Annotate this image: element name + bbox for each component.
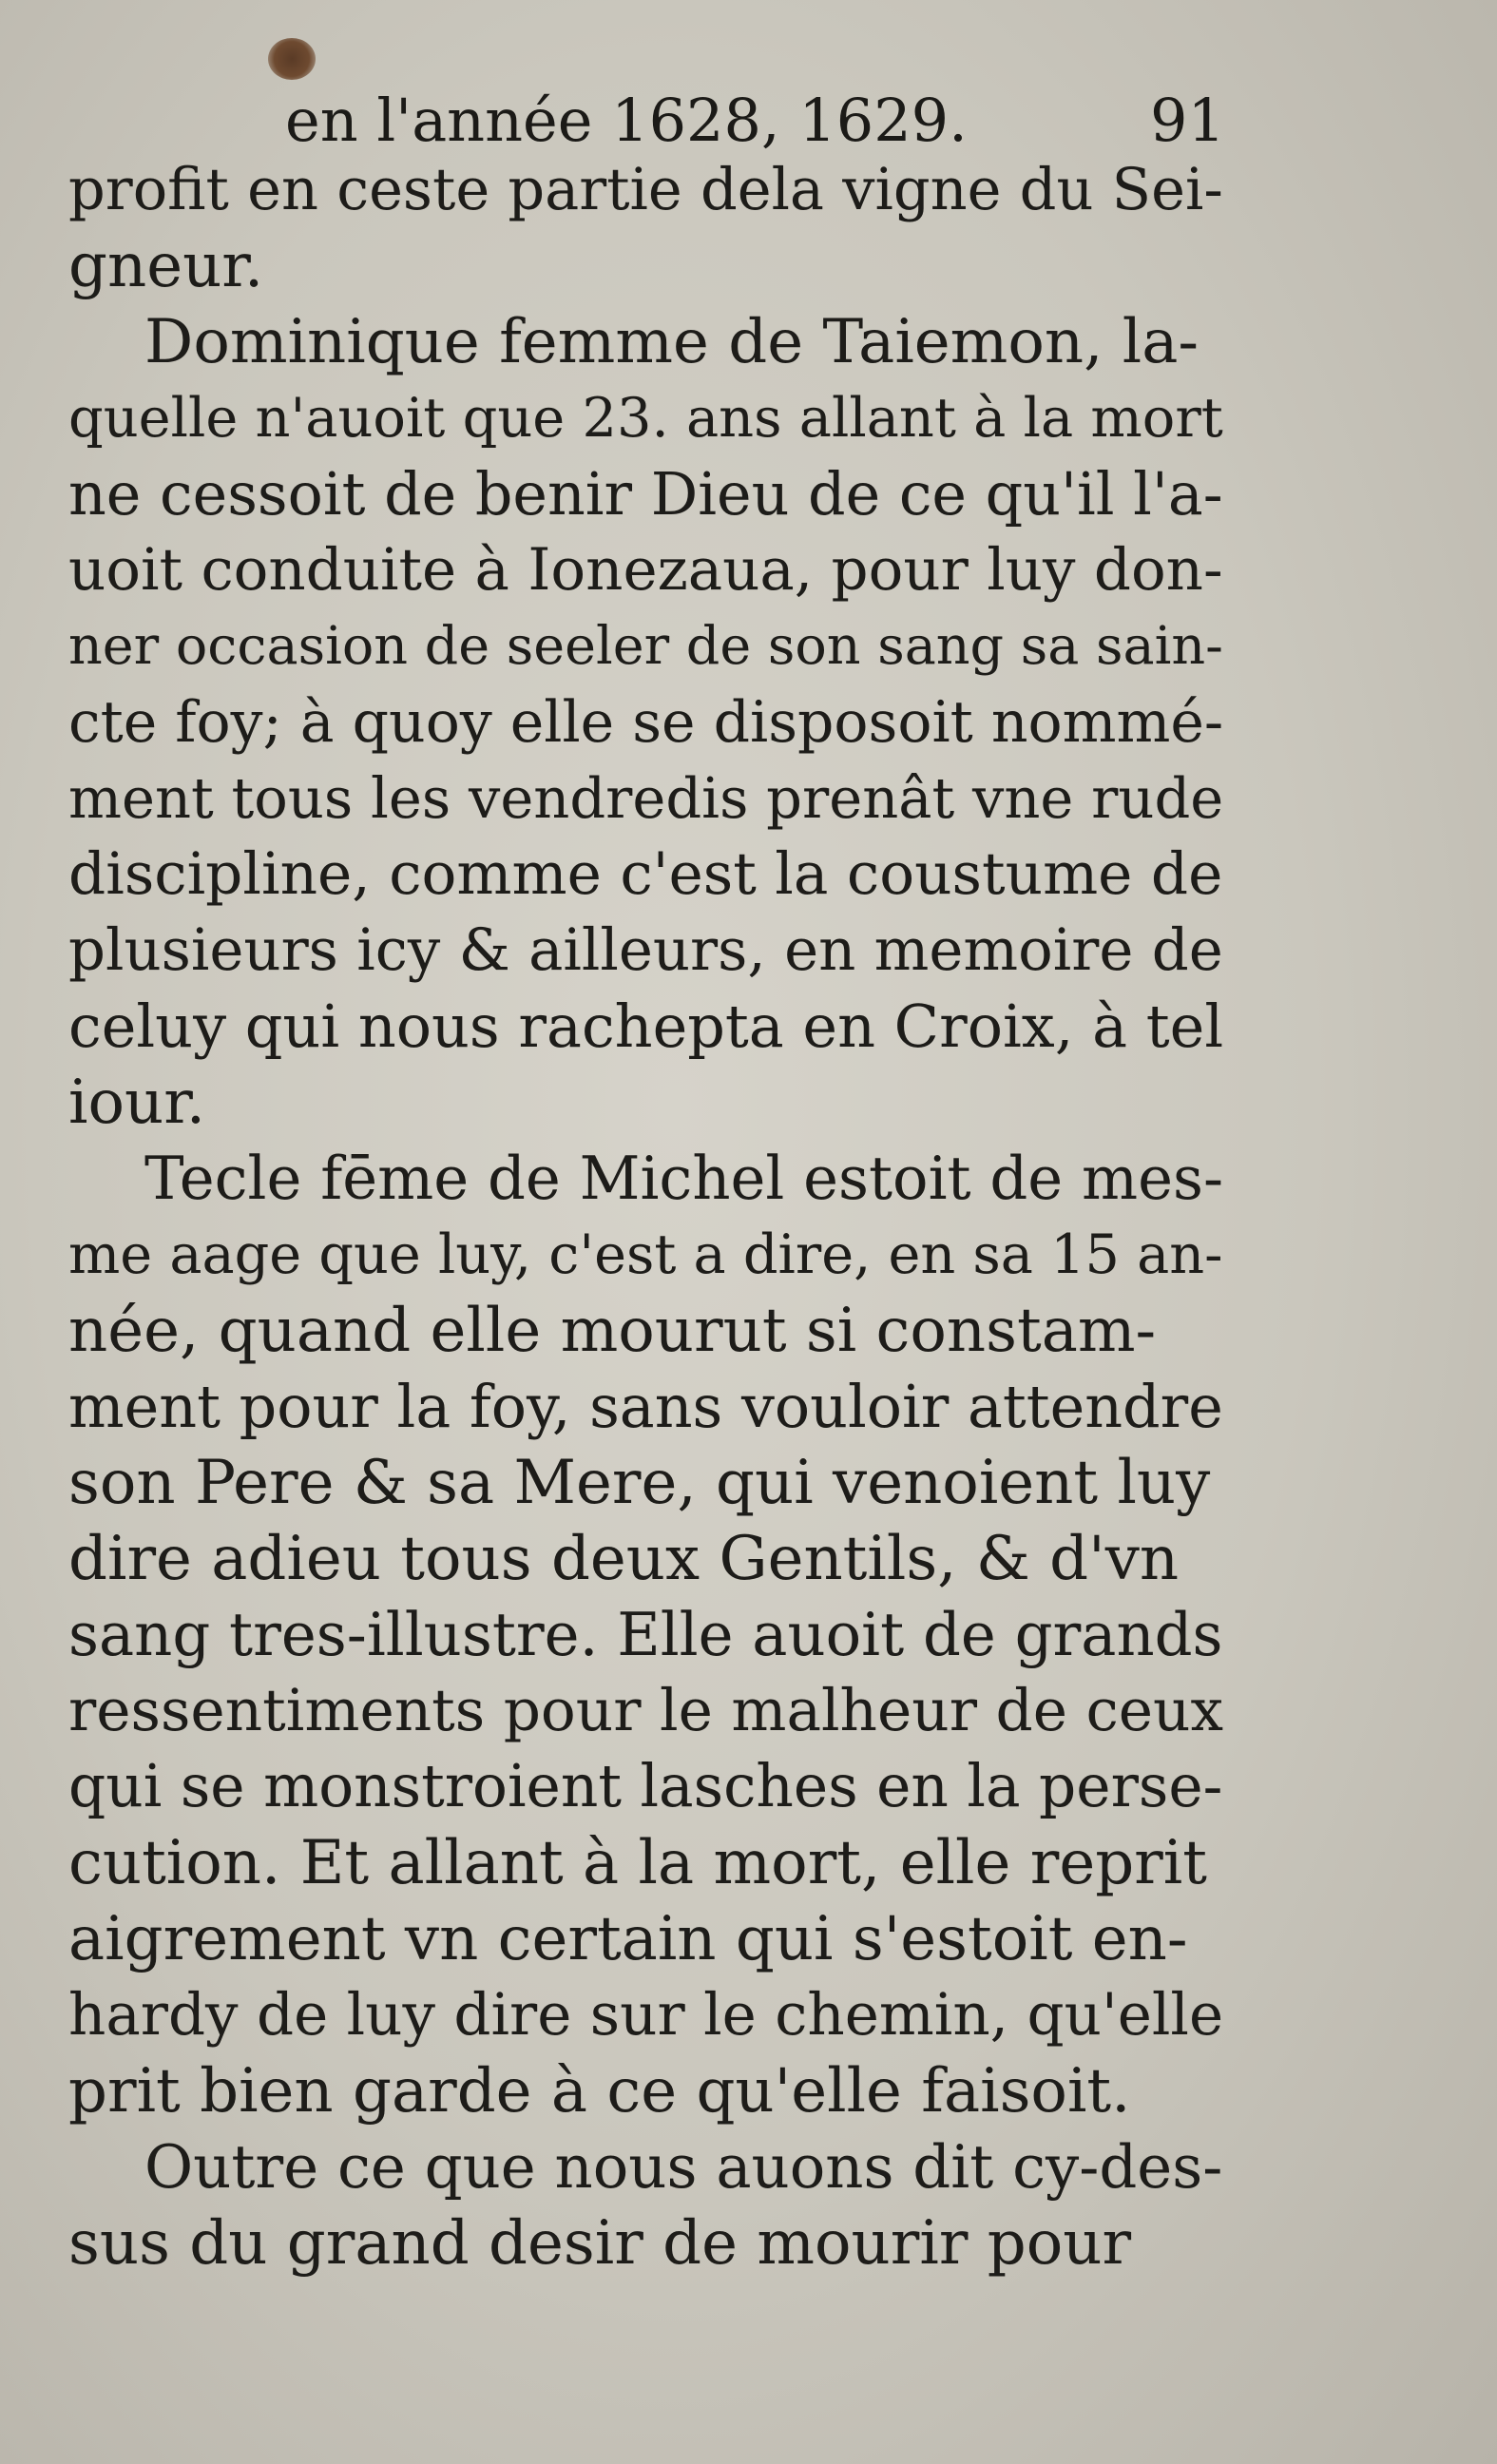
text-line: quelle n'auoit que 23. ans allant à la mort — [68, 386, 1223, 450]
text-line: ne cessoit de benir Dieu de ce qu'il l'a- — [68, 460, 1223, 529]
text-line: ressentiments pour le malheur de ceux — [68, 1677, 1224, 1744]
paragraph-start-line: Dominique femme de Taiemon, la- — [144, 307, 1200, 377]
text-line: prit bien garde à ce qu'elle faisoit. — [68, 2056, 1131, 2127]
text-line: sang tres-illustre. Elle auoit de grands — [68, 1600, 1223, 1669]
page-number: 91 — [1150, 86, 1225, 155]
text-line: discipline, comme c'est la coustume de — [68, 840, 1223, 908]
ink-stain — [268, 38, 316, 80]
text-line: me aage que luy, c'est a dire, en sa 15 an- — [68, 1222, 1223, 1286]
text-line: iour. — [68, 1068, 206, 1138]
text-line: cte foy; à quoy elle se disposoit nommé- — [68, 689, 1224, 756]
text-line: cution. Et allant à la mort, elle reprit — [68, 1828, 1207, 1898]
text-line: ment tous les vendredis prenât vne rude — [68, 765, 1224, 831]
text-line: son Pere & sa Mere, qui venoient luy — [68, 1448, 1211, 1518]
body-text — [68, 152, 1223, 2281]
page-header — [285, 76, 1236, 162]
text-line: ner occasion de seeler de son sang sa sain- — [68, 615, 1223, 677]
text-line: sus du grand desir de mourir pour — [68, 2208, 1132, 2279]
text-line: hardy de luy dire sur le chemin, qu'elle — [68, 1981, 1224, 2049]
text-line: ment pour la foy, sans vouloir attendre — [68, 1373, 1223, 1441]
paragraph-start-line: Tecle fēme de Michel estoit de mes- — [144, 1144, 1224, 1213]
text-line: gneur. — [68, 231, 264, 301]
text-line: dire adieu tous deux Gentils, & d'vn — [68, 1524, 1180, 1594]
text-line: celuy qui nous rachepta en Croix, à tel — [68, 991, 1224, 1061]
text-line: uoit conduite à Ionezaua, pour luy don- — [68, 536, 1223, 604]
text-line: qui se monstroient lasches en la perse- — [68, 1753, 1223, 1820]
paragraph-start-line: Outre ce que nous auons dit cy-des- — [144, 2132, 1223, 2202]
text-line: née, quand elle mourut si constam- — [68, 1296, 1157, 1366]
running-title: en l'année 1628, 1629. — [285, 86, 968, 155]
text-line: plusieurs icy & ailleurs, en memoire de — [68, 916, 1223, 984]
text-line: aigrement vn certain qui s'estoit en- — [68, 1904, 1188, 1974]
text-line: profit en ceste partie dela vigne du Sei- — [68, 157, 1223, 223]
